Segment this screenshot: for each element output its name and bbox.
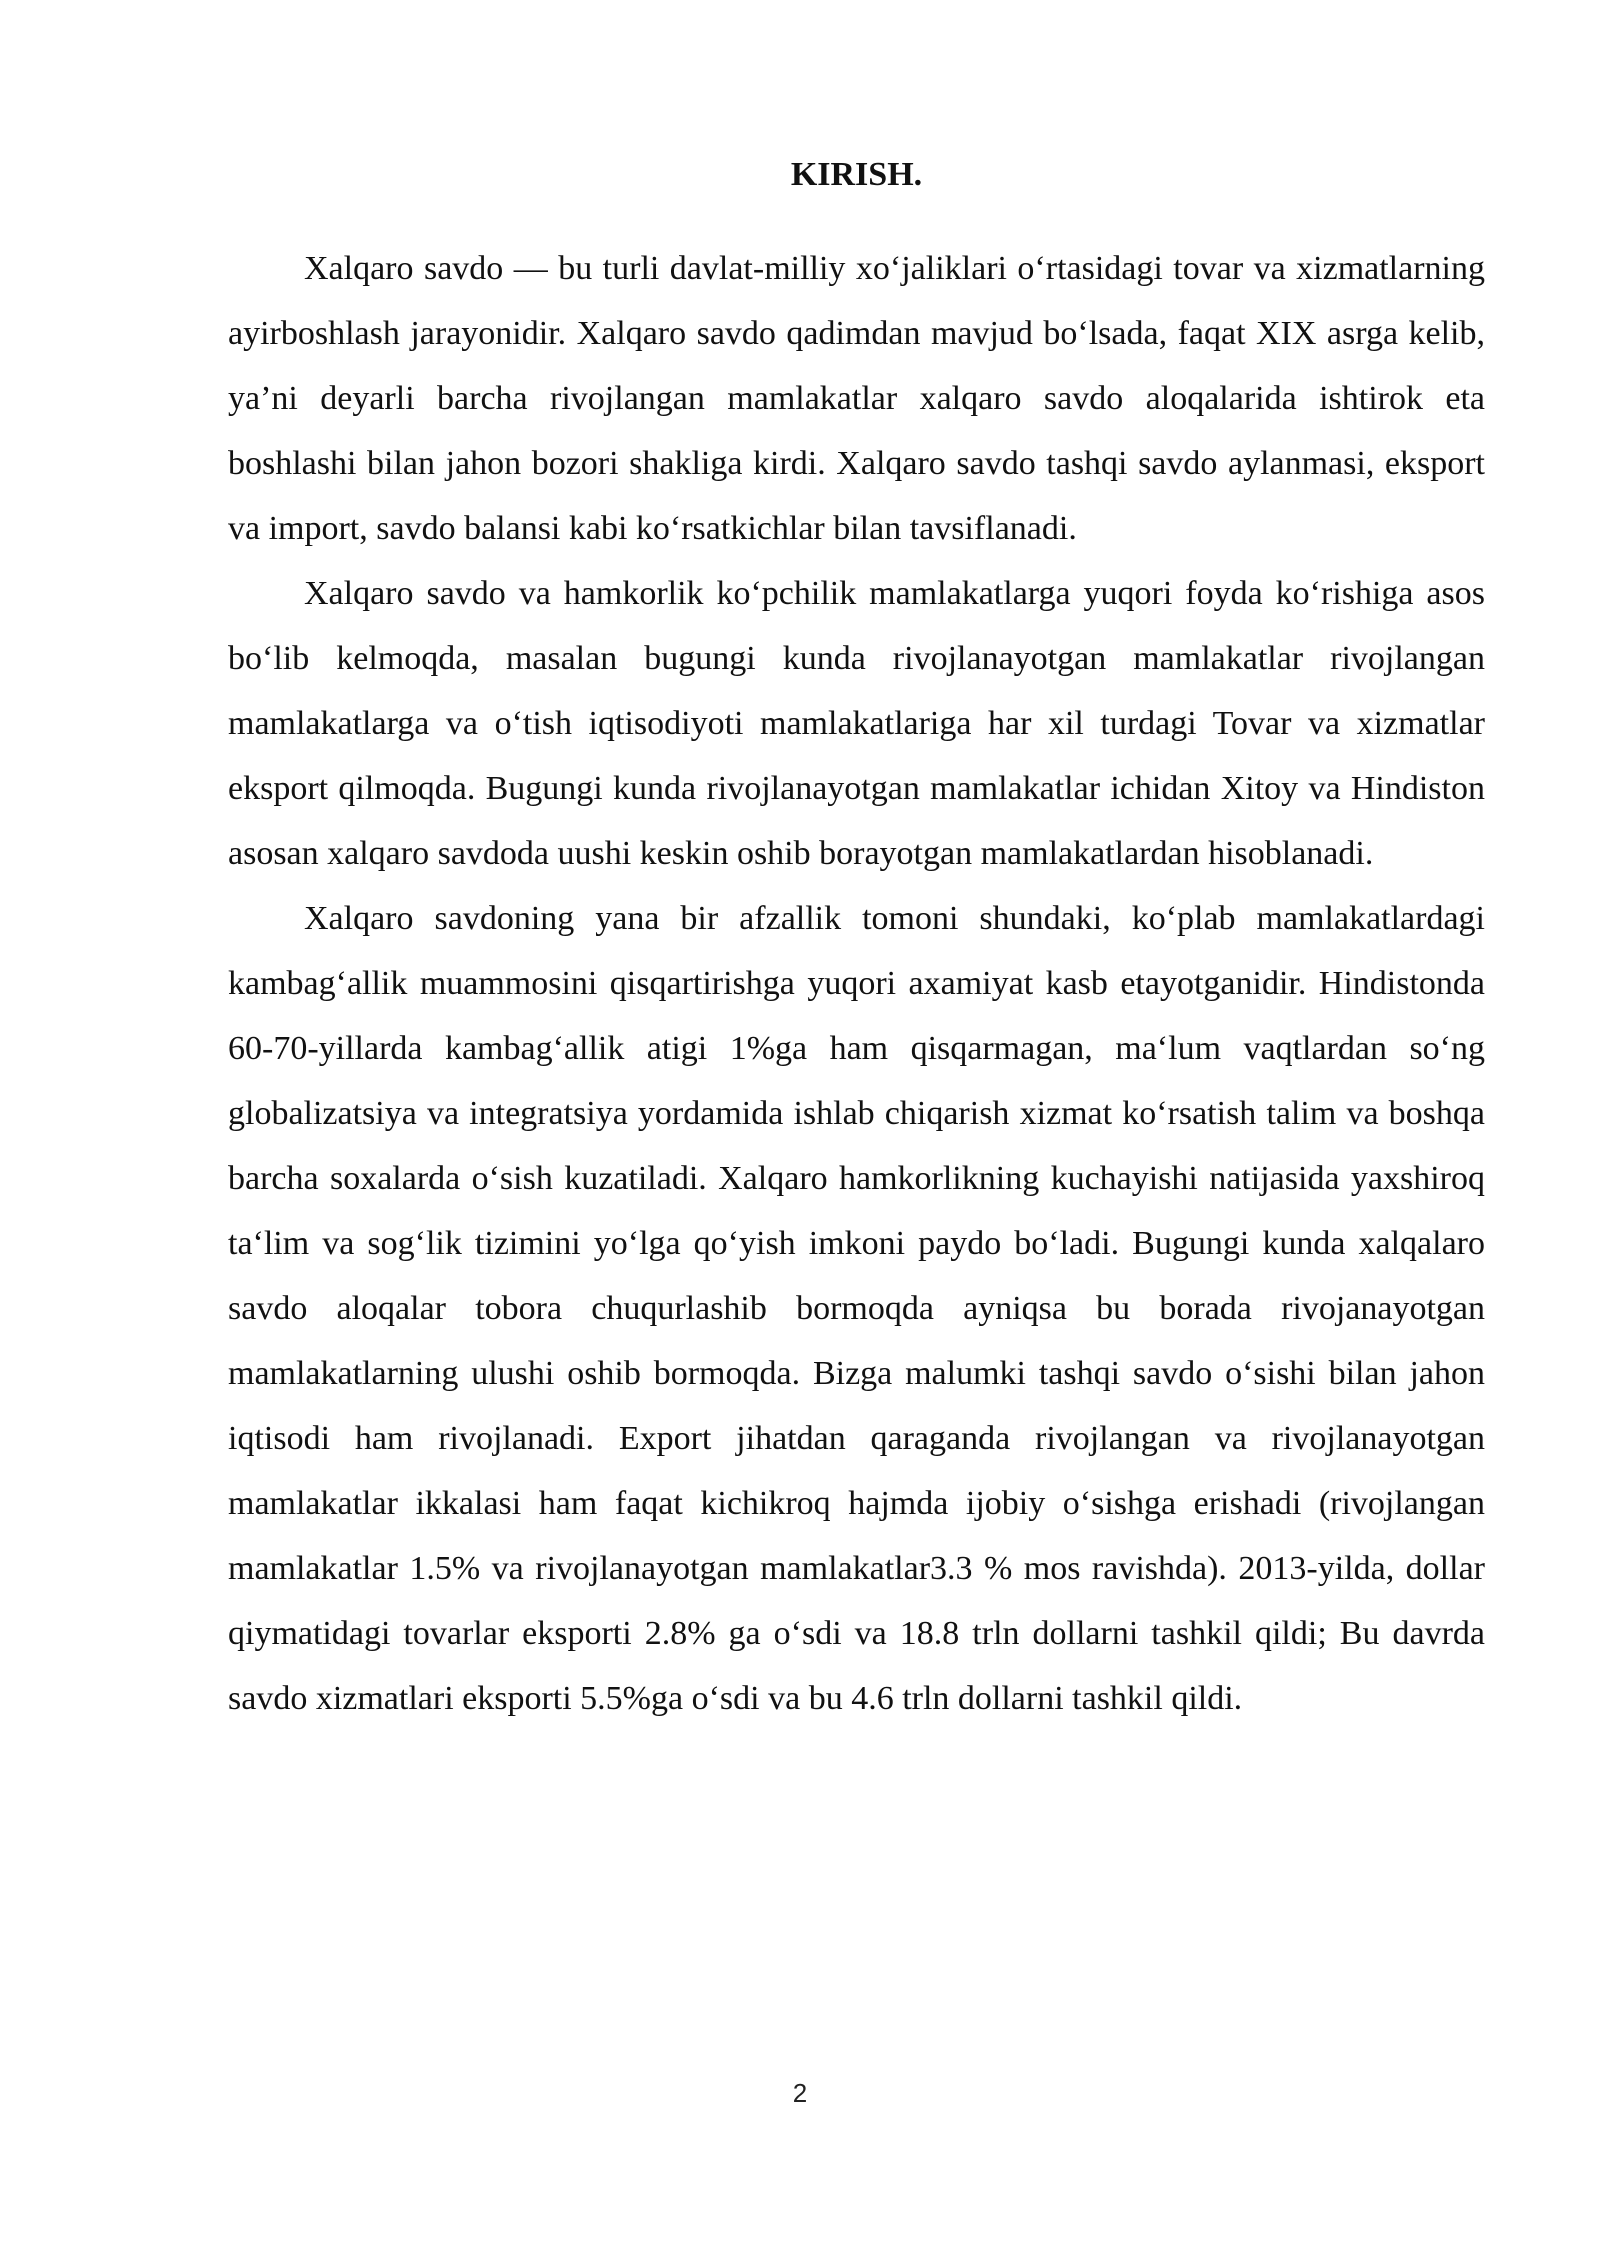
page-number: 2 <box>792 2078 808 2108</box>
paragraph-3: Xalqaro savdoning yana bir afzallik tomoni shundaki, ko‘plab mamlakatlardagi kambag‘allik muammosini qisqartirishga yuqori axamiyat kasb etayotganidir. Hindistonda 60-70-yillarda kambag‘allik atigi 1%ga ham qisqarmagan, ma‘lum vaqtlardan so‘ng globalizatsiya va integratsiya yordamida ishlab chiqarish xizmat ko‘rsatish talim va boshqa barcha soxalarda o‘sish kuzatiladi. Xalqaro hamkorlikning kuchayishi natijasida yaxshiroq ta‘lim va sog‘lik tizimini yo‘lga qo‘yish imkoni paydo bo‘ladi. Bugungi kunda xalqalaro savdo aloqalar tobora chuqurlashib bormoqda ayniqsa bu borada rivojanayotgan mamlakatlarning ulushi oshib bormoqda. Bizga malumki tashqi savdo o‘sishi bilan jahon iqtisodi ham rivojlanadi. Export jihatdan qaraganda rivojlangan va rivojlanayotgan mamlakatlar ikkalasi ham faqat kichikroq hajmda ijobiy o‘sishga erishadi (rivojlangan mamlakatlar 1.5% va rivojlanayotgan mamlakatlar3.3 % mos ravishda). 2013-yilda, dollar qiymatidagi tovarlar eksporti 2.8% ga o‘sdi va 18.8 trln dollarni tashkil qildi; Bu davrda savdo xizmatlari eksporti 5.5%ga o‘sdi va bu 4.6 trln dollarni tashkil qildi. <box>228 900 1485 1717</box>
page-title: KIRISH. <box>790 156 923 193</box>
page-content <box>228 148 1485 1731</box>
paragraph-2: Xalqaro savdo va hamkorlik ko‘pchilik mamlakatlarga yuqori foyda ko‘rishiga asos bo‘lib kelmoqda, masalan bugungi kunda rivojlanayotgan mamlakatlar rivojlangan mamlakatlarga va o‘tish iqtisodiyoti mamlakatlariga har xil turdagi Tovar va xizmatlar eksport qilmoqda. Bugungi kunda rivojlanayotgan mamlakatlar ichidan Xitoy va Hindiston asosan xalqaro savdoda uushi keskin oshib borayotgan mamlakatlardan hisoblanadi. <box>228 575 1485 872</box>
paragraph-1: Xalqaro savdo — bu turli davlat-milliy xo‘jaliklari o‘rtasidagi tovar va xizmatlarning ayirboshlash jarayonidir. Xalqaro savdo qadimdan mavjud bo‘lsada, faqat XIX asrga kelib, ya’ni deyarli barcha rivojlangan mamlakatlar xalqaro savdo aloqalarida ishtirok eta boshlashi bilan jahon bozori shakliga kirdi. Xalqaro savdo tashqi savdo aylanmasi, eksport va import, savdo balansi kabi ko‘rsatkichlar bilan tavsiflanadi. <box>228 250 1485 547</box>
